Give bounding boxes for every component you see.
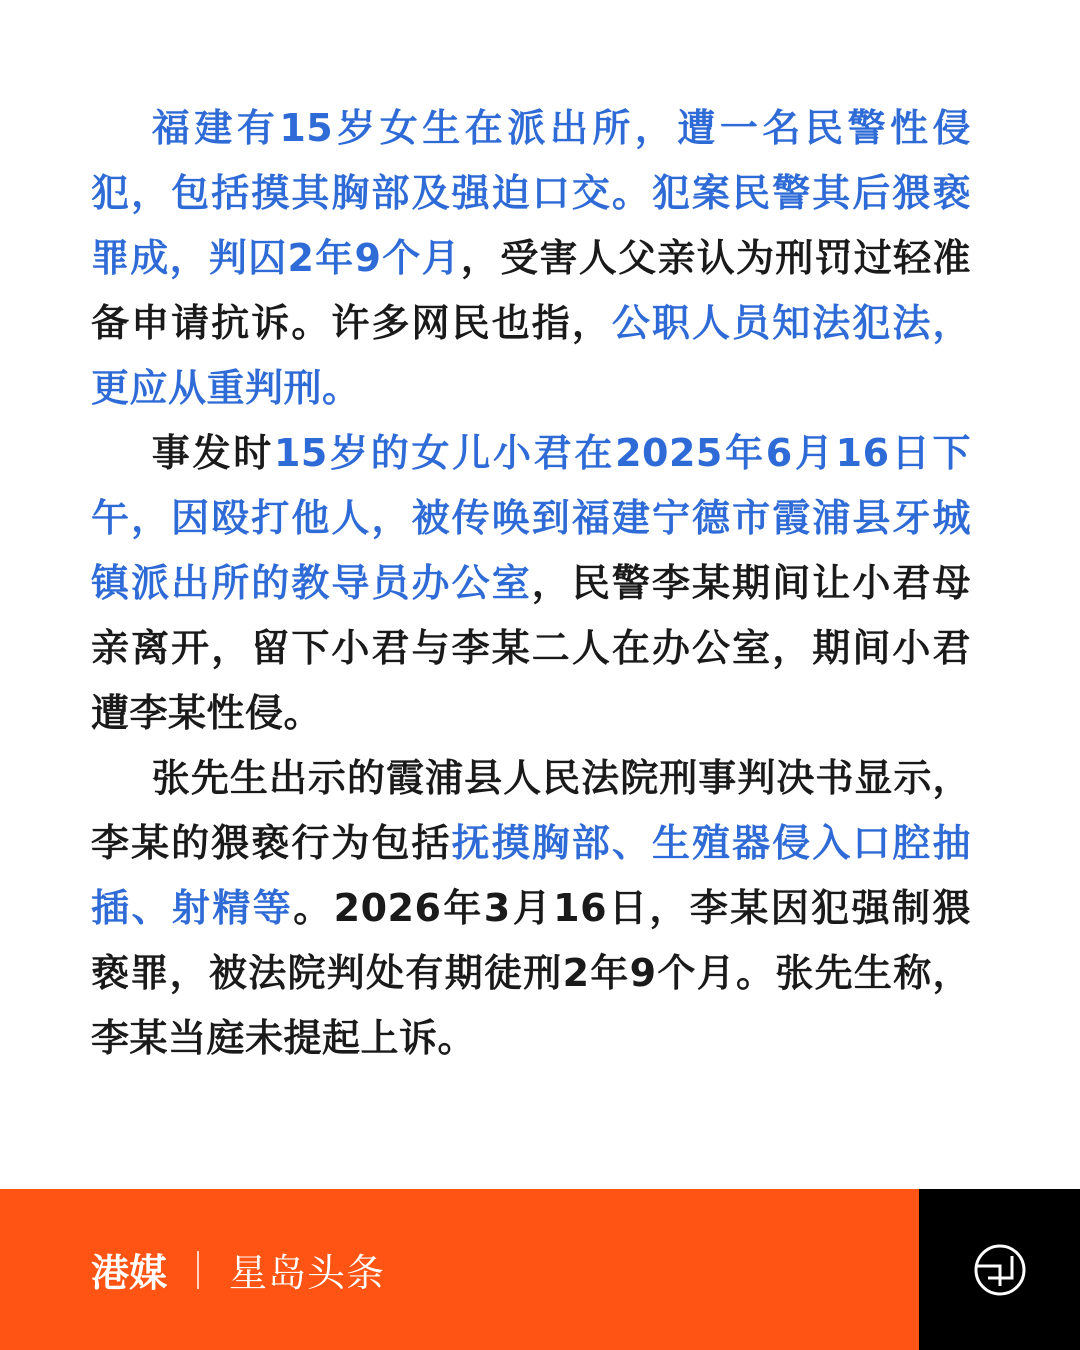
text-segment-highlight: 15岁的女儿小君在2025年6月16日下午，因殴打他人，被传唤到福建宁德市霞浦县牙城镇派出所的教导员办公室 xyxy=(91,431,971,605)
text-segment: 事发时 xyxy=(151,431,274,475)
text-segment: ，受害人父亲认为刑罚过轻准备申请抗诉。许多网民也指， xyxy=(91,236,971,345)
text-segment: ，民警李某期间让小君母亲离开，留下小君与李某二人在办公室，期间小君遭李某性侵。 xyxy=(91,561,971,735)
paragraph-1 xyxy=(91,96,971,421)
sing-tao-logo-icon xyxy=(972,1242,1028,1298)
paragraph-3 xyxy=(91,746,971,1071)
text-segment-highlight: 福建有15岁女生在派出所，遭一名民警性侵犯，包括摸其胸部及强迫口交。犯案民警其后猥亵罪成，判囚2年9个月 xyxy=(91,106,971,280)
text-segment-highlight: 公职人员知法犯法，更应从重判刑。 xyxy=(91,301,971,410)
paragraph-2 xyxy=(91,421,971,746)
source-name: 星岛头条 xyxy=(229,1251,386,1295)
source-attribution xyxy=(0,1189,919,1350)
source-label: 港媒 xyxy=(91,1251,168,1295)
text-segment-highlight: 抚摸胸部、生殖器侵入口腔抽插、射精等 xyxy=(91,821,971,930)
article-body xyxy=(91,96,971,1071)
text-segment: 。2026年3月16日，李某因犯强制猥亵罪，被法院判处有期徒刑2年9个月。张先生称，李某当庭未提起上诉。 xyxy=(91,886,971,1060)
logo-panel xyxy=(919,1189,1080,1350)
divider xyxy=(197,1251,199,1289)
text-segment: 张先生出示的霞浦县人民法院刑事判决书显示，李某的猥亵行为包括 xyxy=(91,756,971,865)
footer-bar xyxy=(0,1189,1080,1350)
